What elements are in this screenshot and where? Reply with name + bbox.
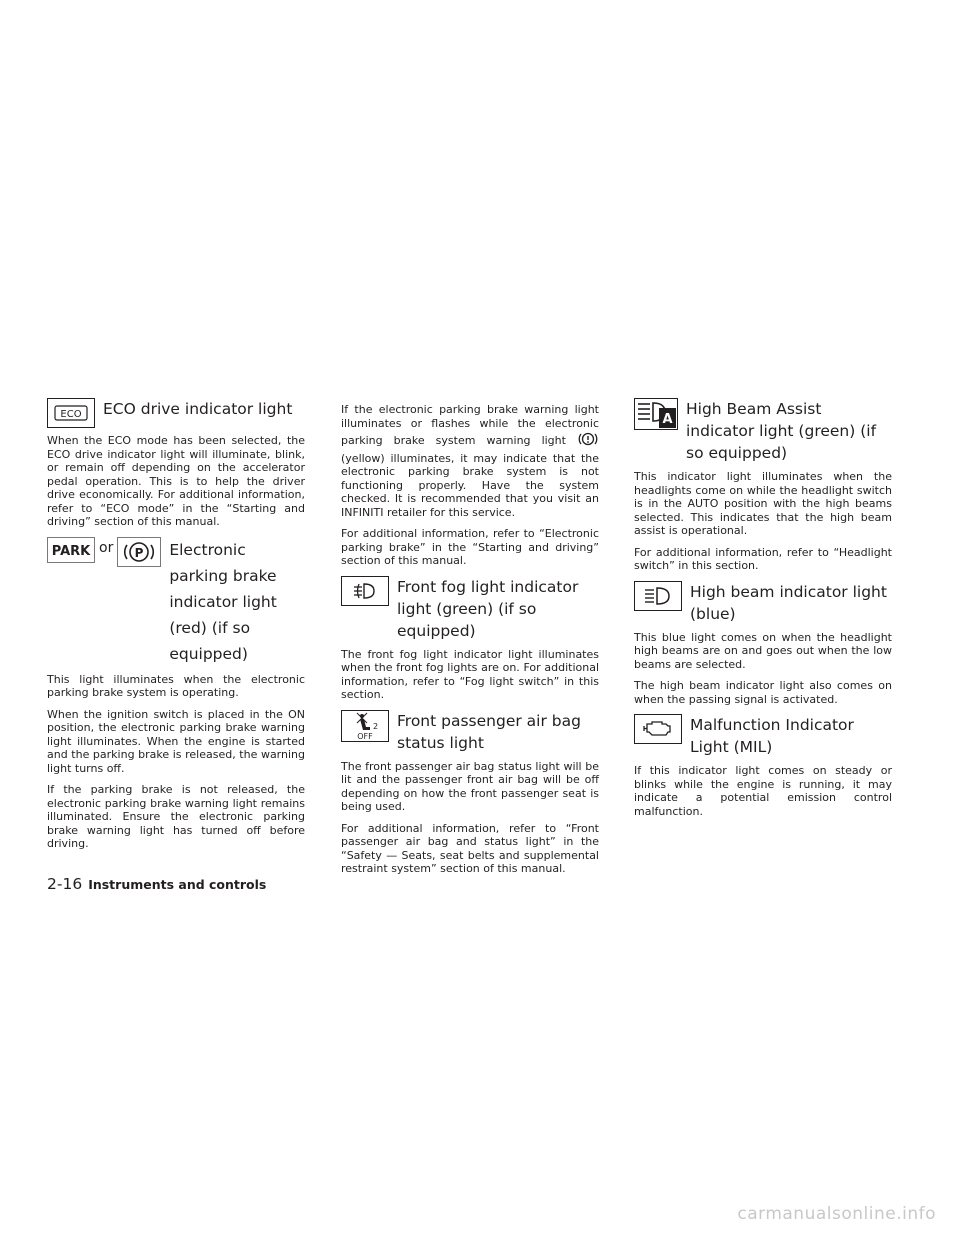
high-beam-icon: [634, 581, 682, 611]
mil-title: Malfunction Indicator Light (MIL): [690, 716, 854, 756]
parking-title: Electronic parking brake indicator light (red) (if so equipped): [169, 540, 277, 663]
parking-paragraph-1: This light illuminates when the electronic parking brake system is operating.: [47, 672, 305, 699]
highbeam-paragraph-2: The high beam indicator light also comes on when the passing signal is activated.: [634, 679, 892, 706]
parking-brake-icon: [117, 537, 161, 567]
svg-text:P: P: [134, 545, 144, 560]
high-beam-assist-icon: [634, 398, 678, 430]
or-text: or: [99, 539, 114, 556]
watermark[interactable]: carmanualsonline.info: [737, 1204, 936, 1224]
hba-title: High Beam Assist indicator light (green) (if so equipped): [686, 400, 877, 462]
fog-section-heading: [341, 576, 599, 642]
airbag-paragraph-1: The front passenger air bag status light will be lit and the passenger front air bag will be off depending on how the front passenger seat is being used.: [341, 759, 599, 813]
fog-paragraph: The front fog light indicator light illuminates when the front fog lights are on. For additional information, refer to “Fog light switch” in this section.: [341, 647, 599, 701]
svg-text:ECO: ECO: [60, 409, 82, 420]
column-left: [47, 398, 305, 859]
chapter-title: Instruments and controls: [88, 877, 267, 892]
parking-continued-paragraph-2: For additional information, refer to “Electronic parking brake” in the “Starting and driving” section of this manual.: [341, 527, 599, 567]
page-number: 2-16: [47, 875, 83, 893]
mil-section-heading: [634, 714, 892, 758]
hba-paragraph-1: This indicator light illuminates when the headlights come on while the headlight switch is in the AUTO position with the high beams selected. This indicates that the high beam assist is operational.: [634, 470, 892, 537]
parking-cont-text-after: (yellow) illuminates, it may indicate that the electronic parking brake system is not functioning properly. Have the system checked. It is recommended that you visit an INFINITI retailer for this service.: [341, 451, 599, 519]
svg-text:PARK: PARK: [51, 543, 91, 559]
parking-cont-text-before: If the electronic parking brake warning light illuminates or flashes while the electronic parking brake system warning light: [341, 403, 599, 447]
check-engine-icon: [634, 714, 682, 744]
parking-continued-paragraph-1: [341, 403, 599, 519]
fog-title: Front fog light indicator light (green) (if so equipped): [397, 577, 579, 640]
column-middle: [341, 403, 599, 884]
svg-text:A: A: [662, 412, 673, 427]
parking-section-heading: [47, 537, 305, 667]
eco-icon: [47, 398, 95, 428]
front-fog-light-icon: [341, 576, 389, 606]
mil-paragraph: If this indicator light comes on steady or blinks while the engine is running, it may indicate a potential emission control malfunction.: [634, 764, 892, 818]
highbeam-title: High beam indicator light (blue): [690, 582, 887, 623]
hba-paragraph-2: For additional information, refer to “Headlight switch” in this section.: [634, 545, 892, 572]
hba-section-heading: [634, 398, 892, 464]
highbeam-section-heading: [634, 581, 892, 625]
airbag-title: Front passenger air bag status light: [397, 711, 581, 752]
parking-paragraph-3: If the parking brake is not released, the electronic parking brake warning light remains illuminated. Ensure the electronic parking brake warning light has turned off before driving.: [47, 783, 305, 850]
eco-paragraph: When the ECO mode has been selected, the ECO drive indicator light will illuminate, blink, or remain off depending on the accelerator pedal operation. This is to help the driver drive economically. For additional information, refer to “ECO mode” in the “Starting and driving” section of this manual.: [47, 434, 305, 528]
park-text-icon: [47, 537, 95, 563]
parking-brake-warning-icon: [577, 430, 599, 452]
page-footer: [47, 875, 266, 893]
parking-paragraph-2: When the ignition switch is placed in the ON position, the electronic parking brake warning light illuminates. When the engine is started and the parking brake is released, the warning light turns off.: [47, 707, 305, 775]
column-right: [634, 398, 892, 826]
eco-title: ECO drive indicator light: [103, 400, 293, 418]
airbag-off-icon: [341, 710, 389, 742]
eco-section-heading: [47, 398, 305, 428]
airbag-paragraph-2: For additional information, refer to “Front passenger air bag and status light” in the “Safety — Seats, seat belts and supplemental restraint system” section of this manual.: [341, 821, 599, 875]
svg-text:OFF: OFF: [357, 731, 373, 741]
airbag-section-heading: [341, 710, 599, 754]
highbeam-paragraph-1: This blue light comes on when the headlight high beams are on and goes out when the low beams are selected.: [634, 630, 892, 671]
svg-text:2: 2: [373, 721, 379, 731]
